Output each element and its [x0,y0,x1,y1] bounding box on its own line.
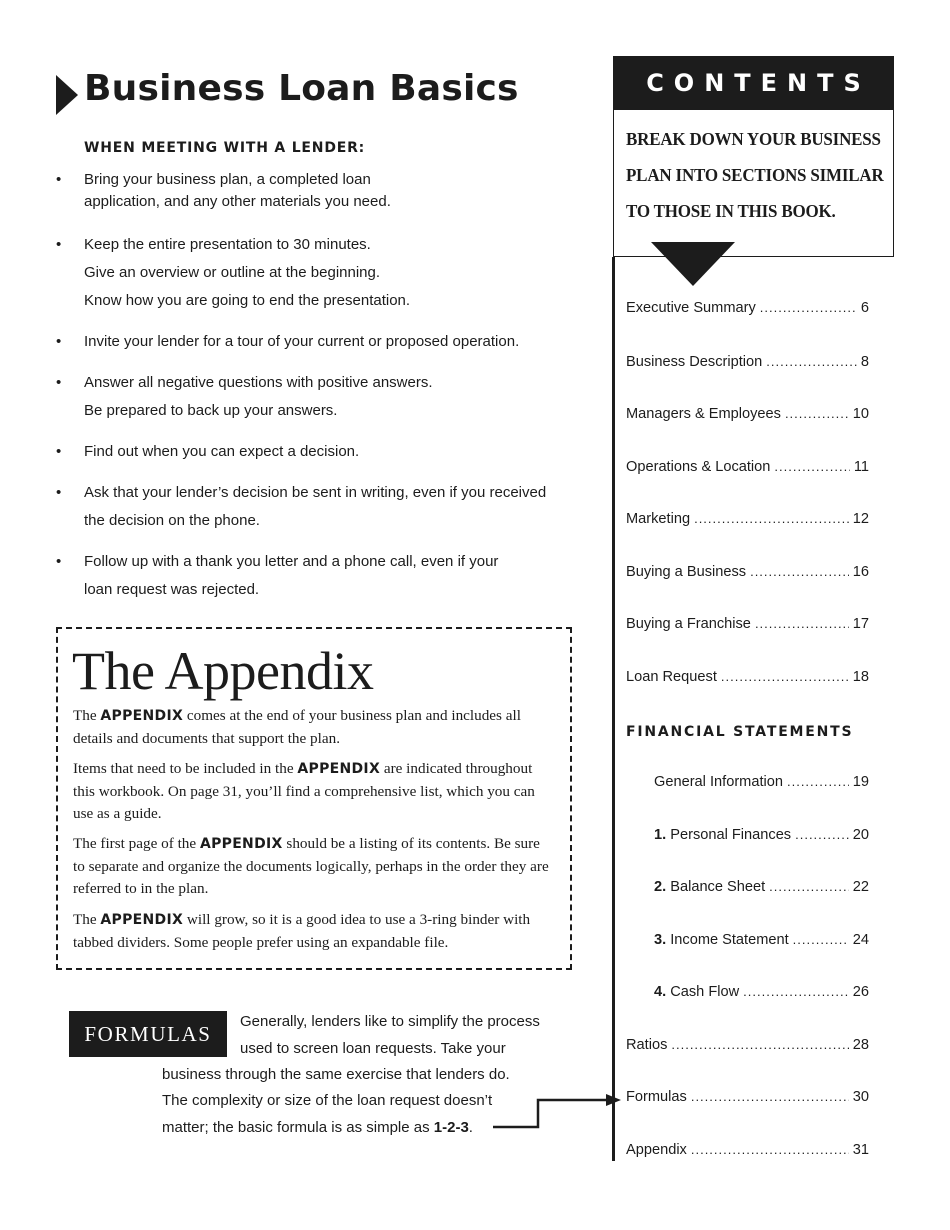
list-item [56,231,410,315]
toc-label [654,774,783,790]
toc-leader [787,774,849,789]
list-item-line: Bring your business plan, a completed loan [84,171,371,188]
paragraph-text: The first page of the [73,835,200,852]
formulas-text-line: The complexity or size of the loan request doesn’t [162,1092,493,1109]
appendix-paragraph [73,909,553,954]
list-item [56,438,359,466]
toc-label: Executive Summary [626,300,756,316]
list-item-line: Invite your lender for a tour of your current or proposed operation. [84,333,520,350]
list-item-line: Find out when you can expect a decision. [84,443,360,460]
toc-item-general-information[interactable] [654,774,869,796]
toc-label [654,879,765,895]
list-item [56,169,391,213]
bullet-icon: • [56,484,62,501]
toc-leader [671,1037,848,1052]
toc-label: Buying a Business [626,564,747,580]
list-item [56,479,546,535]
contents-intro-line: TO THOSE IN THIS BOOK. [626,201,836,222]
list-item [56,369,433,425]
toc-label: Business Description [626,354,763,370]
toc-item-formulas[interactable] [626,1089,869,1111]
appendix-keyword: APPENDIX [199,836,283,852]
toc-page-number: 22 [852,879,869,895]
bullet-icon: • [56,553,62,570]
paragraph-text: comes at the end of your business plan and includes all details and documents that support the plan. [73,707,521,747]
toc-item-balance-sheet[interactable] [654,879,869,901]
toc-item-buying-franchise[interactable] [626,616,869,638]
toc-item-ratios[interactable] [626,1037,869,1059]
toc-item-appendix[interactable] [626,1142,869,1164]
toc-label: Operations & Location [626,459,771,475]
toc-page-number: 30 [852,1089,869,1105]
paragraph-text: should be a listing of its contents. Be sure to separate and organize the documents logically, perhaps in the order they are referred to in the plan. [73,835,549,897]
toc-leader [691,1089,849,1104]
bullet-icon: • [56,236,62,253]
toc-leader [694,511,849,526]
toc-number: 3. [654,932,667,948]
toc-number: 4. [654,984,667,1000]
formulas-text-line [162,1119,473,1136]
formula-text: matter; the basic formula is as simple as [162,1119,434,1136]
toc-label [654,984,739,1000]
toc-number: 1. [654,827,667,843]
toc-item-managers-employees[interactable] [626,406,869,428]
list-item-line: Follow up with a thank you letter and a phone call, even if your [84,553,499,570]
toc-label: Ratios [626,1037,668,1053]
list-item-line: Ask that your lender’s decision be sent in writing, even if you received [84,484,547,501]
toc-label: Marketing [626,511,691,527]
toc-label-text: Balance Sheet [670,879,766,895]
appendix-paragraph [73,833,553,901]
list-item [56,328,519,356]
toc-label-text: Personal Finances [670,827,792,843]
toc-label [654,827,791,843]
toc-page-number: 26 [852,984,869,1000]
toc-label-text: Income Statement [670,932,789,948]
toc-leader [721,669,849,684]
appendix-paragraph [73,705,553,750]
list-item-line: the decision on the phone. [84,512,260,529]
formula-text: . [468,1119,473,1136]
toc-item-business-description[interactable] [626,354,869,376]
appendix-paragraph [73,758,553,826]
formulas-text-line: business through the same exercise that lenders do. [162,1066,510,1083]
toc-page-number: 10 [852,406,869,422]
toc-label: Formulas [626,1089,687,1105]
bullet-icon: • [56,333,62,350]
list-item-line: Keep the entire presentation to 30 minutes. [84,236,371,253]
list-item-line: Be prepared to back up your answers. [84,402,338,419]
contents-header: CONTENTS [613,56,894,110]
toc-label: Buying a Franchise [626,616,751,632]
toc-leader [769,879,849,894]
toc-item-income-statement[interactable] [654,932,869,954]
toc-page-number: 18 [852,669,869,685]
toc-page-number: 12 [852,511,869,527]
toc-item-personal-finances[interactable] [654,827,869,849]
toc-page-number: 20 [852,827,869,843]
toc-page-number: 24 [852,932,869,948]
list-item-line: application, and any other materials you need. [84,193,391,210]
toc-page-number: 16 [852,564,869,580]
contents-vertical-rule [612,257,615,1161]
paragraph-text: Items that need to be included in the [73,760,298,777]
toc-label-text: Cash Flow [670,984,740,1000]
toc-item-cash-flow[interactable] [654,984,869,1006]
toc-leader [743,984,849,999]
lender-meeting-heading: WHEN MEETING WITH A LENDER: [84,140,366,156]
toc-page-number: 6 [860,300,869,316]
formulas-text-line: Generally, lenders like to simplify the process [240,1013,540,1030]
toc-leader [795,827,849,842]
bullet-icon: • [56,171,62,188]
toc-leader [750,564,849,579]
paragraph-text: are indicated throughout this workbook. On page 31, you’ll find a comprehensive list, which you can use as a guide. [73,760,535,822]
paragraph-text: will grow, so it is a good idea to use a 3-ring binder with tabbed dividers. Some people prefer using an expandable file. [73,911,531,951]
formulas-text-line: used to screen loan requests. Take your [240,1040,506,1057]
toc-item-executive-summary[interactable] [626,300,869,322]
toc-item-operations-location[interactable] [626,459,869,481]
toc-item-loan-request[interactable] [626,669,869,691]
appendix-keyword: APPENDIX [297,761,381,777]
toc-leader [755,616,849,631]
toc-leader [760,300,857,315]
toc-page-number: 17 [852,616,869,632]
appendix-keyword: APPENDIX [100,708,184,724]
paragraph-text: The [73,911,101,928]
bullet-icon: • [56,374,62,391]
bullet-icon: • [56,443,62,460]
toc-leader [785,406,849,421]
appendix-keyword: APPENDIX [100,912,184,928]
list-item-line: Give an overview or outline at the beginning. [84,264,381,281]
toc-leader [774,459,849,474]
toc-page-number: 8 [860,354,869,370]
contents-intro-line: BREAK DOWN YOUR BUSINESS [626,129,881,150]
toc-label: Appendix [626,1142,687,1158]
toc-leader [793,932,849,947]
list-item-line: Know how you are going to end the presentation. [84,292,411,309]
toc-leader [766,354,857,369]
toc-section-financial-statements: FINANCIAL STATEMENTS [626,724,854,740]
toc-leader [691,1142,849,1157]
toc-page-number: 31 [852,1142,869,1158]
toc-item-marketing[interactable] [626,511,869,533]
toc-label: Loan Request [626,669,717,685]
toc-label [654,932,789,948]
toc-page-number: 11 [853,459,869,475]
list-item-line: Answer all negative questions with positive answers. [84,374,433,391]
paragraph-text: The [73,707,101,724]
connector-line [493,1100,606,1127]
list-item-line: loan request was rejected. [84,581,260,598]
appendix-title: The Appendix [72,641,374,701]
formulas-badge: FORMULAS [69,1011,227,1057]
page-title: Business Loan Basics [84,68,519,109]
list-item [56,548,498,604]
title-arrow-icon [56,75,78,115]
toc-page-number: 19 [852,774,869,790]
toc-item-buying-business[interactable] [626,564,869,586]
contents-intro-line: PLAN INTO SECTIONS SIMILAR [626,165,884,186]
toc-label-text: General Information [654,774,783,790]
formula-steps: 1-2-3 [433,1119,469,1136]
toc-number: 2. [654,879,667,895]
triangle-down-icon [651,242,735,286]
toc-page-number: 28 [852,1037,869,1053]
toc-label: Managers & Employees [626,406,781,422]
